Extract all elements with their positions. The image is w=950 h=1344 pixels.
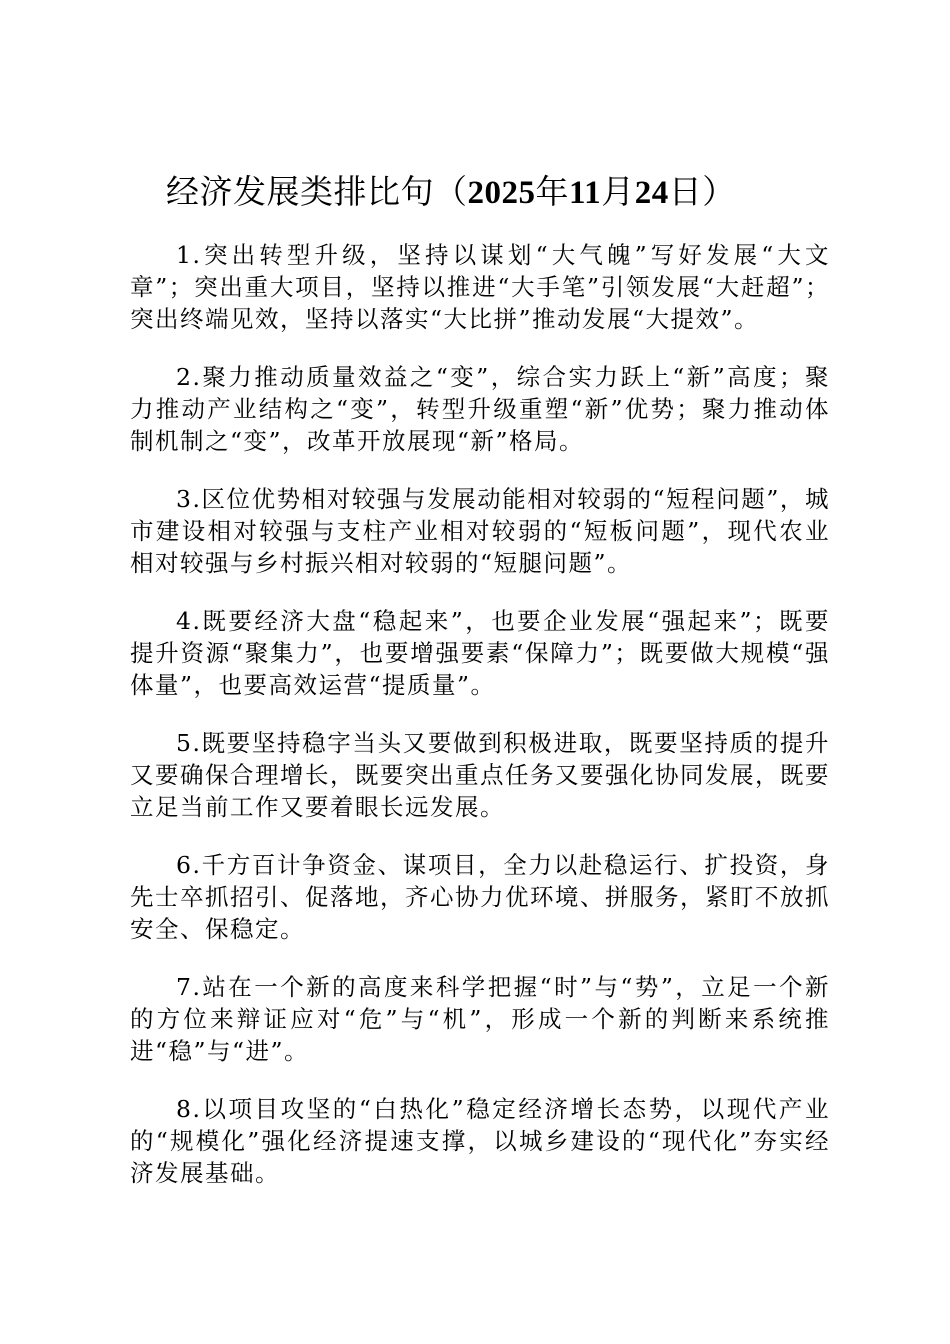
title-day-unit: 日） [668, 172, 736, 211]
paragraph-7: 7.站在一个新的高度来科学把握“时”与“势”，立足一个新的方位来辩证应对“危”与“机”，形成一个新的判断来系统推进“稳”与“进”。 [130, 973, 830, 1065]
title-day: 24 [634, 175, 669, 211]
title-month: 11 [569, 175, 602, 211]
paragraph-2: 2.聚力推动质量效益之“变”，综合实力跃上“新”高度；聚力推动产业结构之“变”，转型升级重塑“新”优势；聚力推动体制机制之“变”，改革开放展现“新”格局。 [130, 363, 830, 455]
paragraph-1: 1.突出转型升级，坚持以谋划“大气魄”写好发展“大文章”；突出重大项目，坚持以推进“大手笔”引领发展“大赶超”；突出终端见效，坚持以落实“大比拼”推动发展“大提效”。 [130, 241, 830, 333]
title-year-unit: 年 [535, 172, 569, 211]
title-year: 2025 [467, 175, 536, 211]
paragraph-6: 6.千方百计争资金、谋项目，全力以赴稳运行、扩投资，身先士卒抓招引、促落地，齐心协力优环境、拼服务，紧盯不放抓安全、保稳定。 [130, 851, 830, 943]
document-page [130, 168, 830, 1215]
paragraph-3: 3.区位优势相对较强与发展动能相对较弱的“短程问题”，城市建设相对较强与支柱产业相对较弱的“短板问题”，现代农业相对较强与乡村振兴相对较弱的“短腿问题”。 [130, 485, 830, 577]
paragraph-8: 8.以项目攻坚的“白热化”稳定经济增长态势，以现代产业的“规模化”强化经济提速支撑，以城乡建设的“现代化”夯实经济发展基础。 [130, 1095, 830, 1187]
document-title [130, 168, 830, 217]
paragraph-5: 5.既要坚持稳字当头又要做到积极进取，既要坚持质的提升又要确保合理增长，既要突出重点任务又要强化协同发展，既要立足当前工作又要着眼长远发展。 [130, 729, 830, 821]
title-month-unit: 月 [601, 172, 635, 211]
title-text: 经济发展类排比句（ [166, 172, 468, 211]
paragraph-4: 4.既要经济大盘“稳起来”，也要企业发展“强起来”；既要提升资源“聚集力”，也要增强要素“保障力”；既要做大规模“强体量”，也要高效运营“提质量”。 [130, 607, 830, 699]
